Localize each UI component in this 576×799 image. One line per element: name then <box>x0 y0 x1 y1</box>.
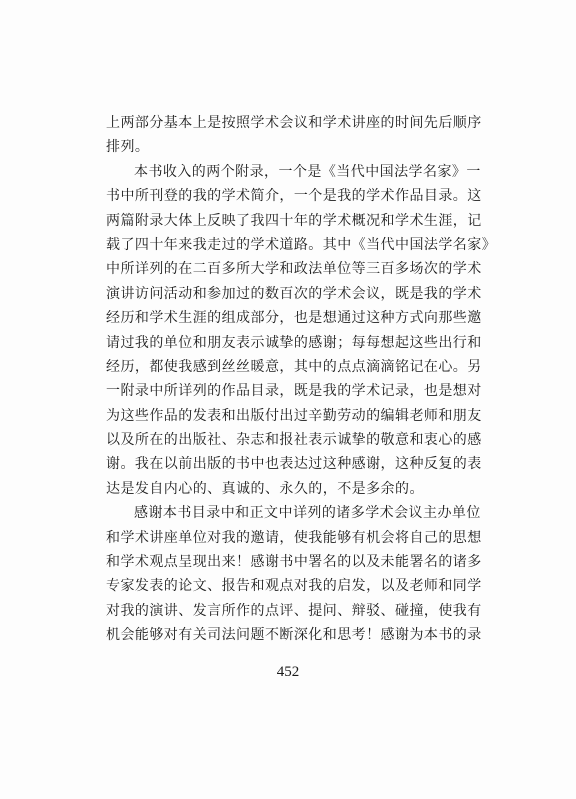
text-line: 经历和学术生涯的组成部分，也是想通过这种方式向那些邀 <box>106 310 482 327</box>
text-line: 以及所在的出版社、杂志和报社表示诚挚的敬意和衷心的感 <box>106 432 482 449</box>
text-line: 请过我的单位和朋友表示诚挚的感谢；每每想起这些出行和 <box>106 334 482 351</box>
text-line: 经历，都使我感到丝丝暖意，其中的点点滴滴铭记在心。另 <box>106 358 482 375</box>
body-text <box>106 111 497 648</box>
text-line: 和学术观点呈现出来！感谢书中署名的以及未能署名的诸多 <box>106 554 482 571</box>
text-line: 演讲访问活动和参加过的数百次的学术会议，既是我的学术 <box>106 285 482 302</box>
text-line: 机会能够对有关司法问题不断深化和思考！感谢为本书的录 <box>106 627 482 644</box>
text-line: 对我的演讲、发言所作的点评、提问、辩驳、碰撞，使我有 <box>106 602 482 619</box>
text-line: 两篇附录大体上反映了我四十年的学术概况和学术生涯，记 <box>106 212 482 229</box>
paragraph-start-line: 本书收入的两个附录，一个是《当代中国法学名家》一 <box>134 163 481 180</box>
text-line: 达是发自内心的、真诚的、永久的，不是多余的。 <box>106 480 424 497</box>
text-line: 为这些作品的发表和出版付出过辛勤劳动的编辑老师和朋友 <box>106 407 482 424</box>
text-line: 排列。 <box>106 139 150 156</box>
text-line: 书中所刊登的我的学术简介，一个是我的学术作品目录。这 <box>106 188 482 205</box>
text-line: 载了四十年来我走过的学术道路。其中《当代中国法学名家》 <box>106 236 497 253</box>
page-number: 452 <box>276 664 300 680</box>
text-line: 一附录中所详列的作品目录，既是我的学术记录，也是想对 <box>106 383 482 400</box>
text-line: 谢。我在以前出版的书中也表达过这种感谢，这种反复的表 <box>106 456 482 473</box>
text-line: 中所详列的在二百多所大学和政法单位等三百多场次的学术 <box>106 261 482 278</box>
text-line: 专家发表的论文、报告和观点对我的启发，以及老师和同学 <box>106 578 482 595</box>
text-line: 上两部分基本上是按照学术会议和学术讲座的时间先后顺序 <box>106 115 482 131</box>
paragraph-start-line: 感谢本书目录中和正文中详列的诸多学术会议主办单位 <box>134 505 481 522</box>
text-line: 和学术讲座单位对我的邀请，使我能够有机会将自己的思想 <box>106 529 482 546</box>
